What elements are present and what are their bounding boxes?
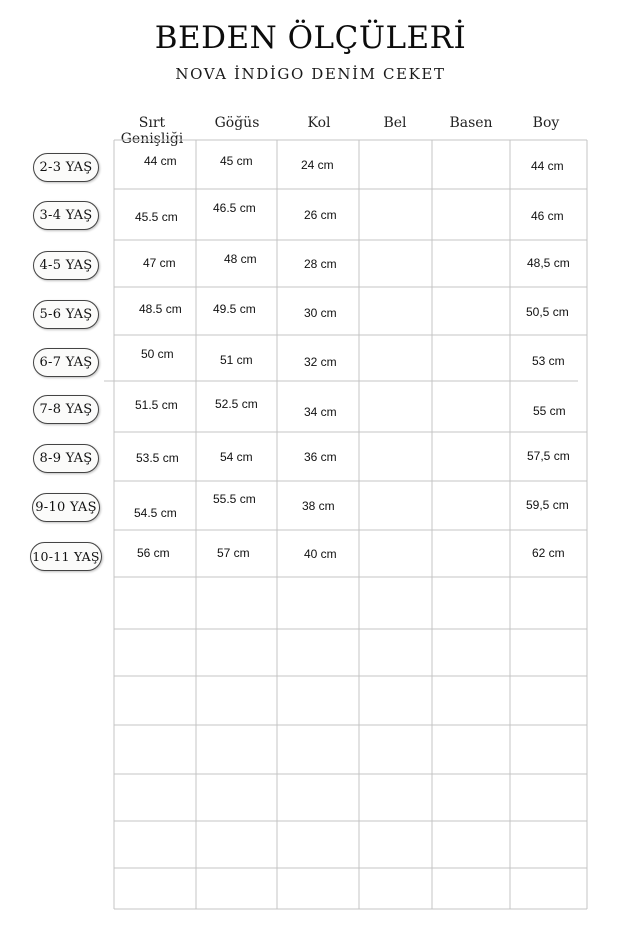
- cell-kol: 34 cm: [304, 405, 337, 419]
- size-label-4-5: 4-5 YAŞ: [33, 251, 99, 280]
- cell-boy: 50,5 cm: [526, 305, 569, 319]
- cell-kol: 26 cm: [304, 208, 337, 222]
- cell-boy: 55 cm: [533, 404, 566, 418]
- column-header-gogus: Göğüs: [214, 115, 260, 131]
- cell-sirt: 54.5 cm: [134, 506, 177, 520]
- size-label-2-3: 2-3 YAŞ: [33, 153, 99, 182]
- cell-kol: 30 cm: [304, 306, 337, 320]
- cell-kol: 28 cm: [304, 257, 337, 271]
- size-label-10-11: 10-11 YAŞ: [30, 542, 102, 571]
- cell-sirt: 56 cm: [137, 546, 170, 560]
- cell-kol: 40 cm: [304, 547, 337, 561]
- cell-kol: 38 cm: [302, 499, 335, 513]
- size-label-5-6: 5-6 YAŞ: [33, 300, 99, 329]
- cell-sirt: 51.5 cm: [135, 398, 178, 412]
- cell-gogus: 48 cm: [224, 252, 257, 266]
- cell-gogus: 52.5 cm: [215, 397, 258, 411]
- cell-boy: 53 cm: [532, 354, 565, 368]
- size-label-6-7: 6-7 YAŞ: [33, 348, 99, 377]
- size-label-8-9: 8-9 YAŞ: [33, 444, 99, 473]
- cell-gogus: 55.5 cm: [213, 492, 256, 506]
- column-header-sirt-genisligi: Sırt Genişliği: [120, 115, 184, 147]
- cell-gogus: 46.5 cm: [213, 201, 256, 215]
- size-label-7-8: 7-8 YAŞ: [33, 395, 99, 424]
- column-header-basen: Basen: [449, 115, 493, 131]
- cell-kol: 24 cm: [301, 158, 334, 172]
- cell-sirt: 44 cm: [144, 154, 177, 168]
- page-title: BEDEN ÖLÇÜLERİ: [154, 20, 467, 56]
- cell-sirt: 45.5 cm: [135, 210, 178, 224]
- cell-boy: 48,5 cm: [527, 256, 570, 270]
- cell-sirt: 53.5 cm: [136, 451, 179, 465]
- size-label-3-4: 3-4 YAŞ: [33, 201, 99, 230]
- cell-gogus: 57 cm: [217, 546, 250, 560]
- cell-boy: 59,5 cm: [526, 498, 569, 512]
- size-label-9-10: 9-10 YAŞ: [32, 493, 100, 522]
- cell-boy: 46 cm: [531, 209, 564, 223]
- cell-gogus: 54 cm: [220, 450, 253, 464]
- cell-boy: 57,5 cm: [527, 449, 570, 463]
- cell-boy: 62 cm: [532, 546, 565, 560]
- cell-gogus: 49.5 cm: [213, 302, 256, 316]
- column-header-kol: Kol: [307, 115, 331, 131]
- cell-sirt: 50 cm: [141, 347, 174, 361]
- column-header-boy: Boy: [532, 115, 560, 131]
- column-header-bel: Bel: [383, 115, 407, 131]
- cell-gogus: 51 cm: [220, 353, 253, 367]
- cell-sirt: 48.5 cm: [139, 302, 182, 316]
- cell-kol: 36 cm: [304, 450, 337, 464]
- cell-boy: 44 cm: [531, 159, 564, 173]
- cell-sirt: 47 cm: [143, 256, 176, 270]
- cell-gogus: 45 cm: [220, 154, 253, 168]
- product-subtitle: NOVA İNDİGO DENİM CEKET: [175, 65, 446, 83]
- cell-kol: 32 cm: [304, 355, 337, 369]
